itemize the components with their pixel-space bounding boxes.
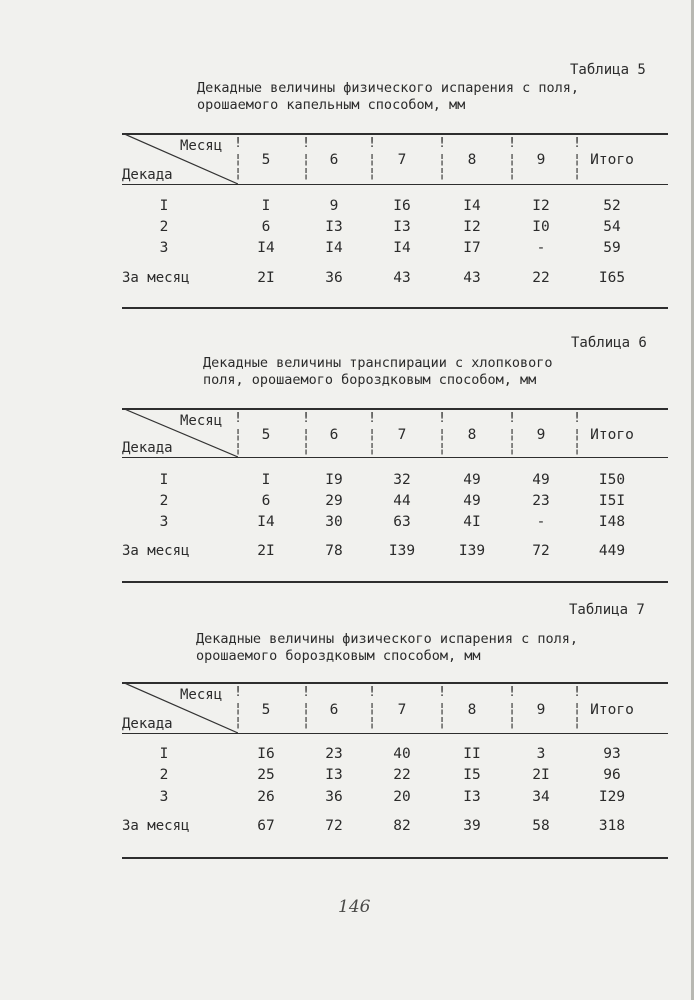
- table-cell: 26: [257, 789, 275, 805]
- column-separator-mark: ¦: [234, 701, 242, 716]
- table-cell: 6: [261, 219, 271, 235]
- table-cell: I5I: [598, 493, 626, 509]
- column-separator-mark: ¦: [573, 427, 581, 442]
- month-header: 8: [467, 152, 477, 168]
- column-separator-mark: ¦: [573, 152, 581, 167]
- table-cell: 96: [603, 767, 621, 783]
- month-header: 6: [329, 152, 339, 168]
- column-separator-mark: ¦: [368, 701, 376, 716]
- table-cell: I3: [325, 219, 343, 235]
- column-separator-mark: !: [302, 136, 310, 151]
- table-cell: I29: [598, 789, 626, 805]
- column-separator-mark: ¦: [368, 715, 376, 730]
- table-header-rule: [122, 457, 668, 458]
- column-separator-mark: ¦: [508, 427, 516, 442]
- summary-cell: 2I: [257, 543, 275, 559]
- column-separator-mark: ¦: [438, 166, 446, 181]
- column-separator-mark: ¦: [234, 441, 242, 456]
- table-bottom-rule: [122, 307, 668, 309]
- month-header: 7: [397, 702, 407, 718]
- decade-label: 2: [159, 219, 169, 235]
- table-cell: 34: [532, 789, 550, 805]
- summary-cell: 82: [393, 818, 411, 834]
- corner-month-label: Месяц: [180, 687, 223, 703]
- total-header: Итого: [590, 702, 634, 718]
- summary-cell: 58: [532, 818, 550, 834]
- table-cell: I3: [393, 219, 411, 235]
- column-separator-mark: !: [573, 136, 581, 151]
- table-caption-line: поля, орошаемого бороздковым способом, мм: [203, 372, 537, 388]
- summary-cell: I39: [458, 543, 486, 559]
- table-bottom-rule: [122, 857, 668, 859]
- table-label: Таблица 5: [570, 62, 646, 78]
- column-separator-mark: !: [234, 685, 242, 700]
- column-separator-mark: !: [508, 136, 516, 151]
- month-header: 9: [536, 702, 546, 718]
- table-cell: I50: [598, 472, 626, 488]
- month-header: 8: [467, 427, 477, 443]
- summary-cell: 36: [325, 270, 343, 286]
- table-cell: I3: [325, 767, 343, 783]
- column-separator-mark: ¦: [302, 427, 310, 442]
- month-header: 9: [536, 152, 546, 168]
- table-cell: I4: [463, 198, 481, 214]
- month-header: 7: [397, 152, 407, 168]
- column-separator-mark: ¦: [302, 441, 310, 456]
- column-separator-mark: !: [368, 411, 376, 426]
- month-header: 6: [329, 427, 339, 443]
- table-cell: 40: [393, 746, 411, 762]
- column-separator-mark: !: [234, 136, 242, 151]
- summary-label: За месяц: [122, 818, 190, 834]
- column-separator-mark: ¦: [368, 427, 376, 442]
- decade-label: 2: [159, 493, 169, 509]
- column-separator-mark: ¦: [368, 152, 376, 167]
- table-cell: I4: [257, 240, 275, 256]
- table-cell: I3: [463, 789, 481, 805]
- column-separator-mark: ¦: [302, 166, 310, 181]
- column-separator-mark: ¦: [438, 715, 446, 730]
- table-cell: 30: [325, 514, 343, 530]
- table-cell: 54: [603, 219, 621, 235]
- table-cell: I4: [325, 240, 343, 256]
- table-caption-line: Декадные величины транспирации с хлопкового: [203, 355, 553, 371]
- column-separator-mark: ¦: [302, 152, 310, 167]
- table-cell: 59: [603, 240, 621, 256]
- column-separator-mark: ¦: [438, 441, 446, 456]
- column-separator-mark: ¦: [573, 701, 581, 716]
- table-cell: 49: [532, 472, 550, 488]
- table-cell: 3: [536, 746, 546, 762]
- table-cell: 93: [603, 746, 621, 762]
- summary-cell: 72: [325, 818, 343, 834]
- decade-label: 3: [159, 514, 169, 530]
- table-caption-line: Декадные величины физического испарения с поля,: [196, 631, 579, 647]
- table-cell: 23: [325, 746, 343, 762]
- column-separator-mark: ¦: [438, 152, 446, 167]
- table-cell: I4: [393, 240, 411, 256]
- table-cell: 52: [603, 198, 621, 214]
- table-cell: -: [536, 514, 546, 530]
- month-header: 7: [397, 427, 407, 443]
- column-separator-mark: ¦: [302, 715, 310, 730]
- summary-cell: I65: [598, 270, 626, 286]
- total-header: Итого: [590, 152, 634, 168]
- column-separator-mark: ¦: [234, 166, 242, 181]
- column-separator-mark: !: [573, 685, 581, 700]
- corner-decade-label: Декада: [122, 440, 173, 456]
- page-number: 146: [338, 897, 371, 917]
- column-separator-mark: ¦: [234, 715, 242, 730]
- column-separator-mark: ¦: [573, 166, 581, 181]
- table-cell: 4I: [463, 514, 481, 530]
- table-cell: I48: [598, 514, 626, 530]
- table-cell: 2I: [532, 767, 550, 783]
- column-separator-mark: ¦: [438, 427, 446, 442]
- table-cell: I6: [257, 746, 275, 762]
- table-cell: 29: [325, 493, 343, 509]
- decade-label: I: [159, 472, 169, 488]
- summary-cell: 318: [598, 818, 626, 834]
- column-separator-mark: !: [438, 136, 446, 151]
- decade-label: I: [159, 746, 169, 762]
- month-header: 5: [261, 152, 271, 168]
- month-header: 8: [467, 702, 477, 718]
- table-cell: 32: [393, 472, 411, 488]
- table-cell: 25: [257, 767, 275, 783]
- table-cell: I6: [393, 198, 411, 214]
- table-cell: II: [463, 746, 481, 762]
- table-cell: I4: [257, 514, 275, 530]
- table-cell: 44: [393, 493, 411, 509]
- table-label: Таблица 7: [569, 602, 645, 618]
- column-separator-mark: ¦: [508, 701, 516, 716]
- summary-cell: 449: [598, 543, 626, 559]
- corner-month-label: Месяц: [180, 413, 223, 429]
- column-separator-mark: ¦: [573, 441, 581, 456]
- column-separator-mark: ¦: [508, 166, 516, 181]
- corner-decade-label: Декада: [122, 716, 173, 732]
- summary-label: За месяц: [122, 270, 190, 286]
- corner-month-label: Месяц: [180, 138, 223, 154]
- summary-cell: 43: [393, 270, 411, 286]
- column-separator-mark: !: [573, 411, 581, 426]
- column-separator-mark: !: [302, 411, 310, 426]
- table-bottom-rule: [122, 581, 668, 583]
- table-cell: 36: [325, 789, 343, 805]
- table-cell: 6: [261, 493, 271, 509]
- table-cell: 63: [393, 514, 411, 530]
- column-separator-mark: ¦: [302, 701, 310, 716]
- summary-cell: 43: [463, 270, 481, 286]
- column-separator-mark: !: [438, 411, 446, 426]
- summary-cell: 22: [532, 270, 550, 286]
- column-separator-mark: !: [368, 685, 376, 700]
- column-separator-mark: ¦: [234, 427, 242, 442]
- table-cell: 9: [329, 198, 339, 214]
- decade-label: 3: [159, 789, 169, 805]
- month-header: 5: [261, 427, 271, 443]
- summary-cell: 2I: [257, 270, 275, 286]
- table-cell: I9: [325, 472, 343, 488]
- summary-cell: 78: [325, 543, 343, 559]
- table-cell: I2: [463, 219, 481, 235]
- table-header-rule: [122, 184, 668, 185]
- table-cell: I7: [463, 240, 481, 256]
- month-header: 6: [329, 702, 339, 718]
- month-header: 5: [261, 702, 271, 718]
- column-separator-mark: ¦: [368, 166, 376, 181]
- summary-cell: 72: [532, 543, 550, 559]
- column-separator-mark: ¦: [438, 701, 446, 716]
- corner-decade-label: Декада: [122, 167, 173, 183]
- table-cell: I0: [532, 219, 550, 235]
- column-separator-mark: ¦: [573, 715, 581, 730]
- decade-label: 3: [159, 240, 169, 256]
- summary-cell: I39: [388, 543, 416, 559]
- column-separator-mark: ¦: [508, 715, 516, 730]
- total-header: Итого: [590, 427, 634, 443]
- table-cell: 23: [532, 493, 550, 509]
- table-cell: I: [261, 198, 271, 214]
- table-cell: 49: [463, 493, 481, 509]
- table-cell: 49: [463, 472, 481, 488]
- column-separator-mark: !: [368, 136, 376, 151]
- table-caption-line: орошаемого капельным способом, мм: [197, 97, 466, 113]
- column-separator-mark: !: [438, 685, 446, 700]
- table-header-rule: [122, 733, 668, 734]
- table-cell: I5: [463, 767, 481, 783]
- table-cell: -: [536, 240, 546, 256]
- column-separator-mark: !: [234, 411, 242, 426]
- month-header: 9: [536, 427, 546, 443]
- column-separator-mark: !: [508, 411, 516, 426]
- column-separator-mark: ¦: [234, 152, 242, 167]
- table-cell: 20: [393, 789, 411, 805]
- table-caption-line: Декадные величины физического испарения с поля,: [197, 80, 580, 96]
- summary-cell: 67: [257, 818, 275, 834]
- column-separator-mark: ¦: [508, 441, 516, 456]
- table-cell: 22: [393, 767, 411, 783]
- decade-label: 2: [159, 767, 169, 783]
- table-cell: I: [261, 472, 271, 488]
- column-separator-mark: !: [302, 685, 310, 700]
- column-separator-mark: ¦: [508, 152, 516, 167]
- table-cell: I2: [532, 198, 550, 214]
- column-separator-mark: !: [508, 685, 516, 700]
- column-separator-mark: ¦: [368, 441, 376, 456]
- summary-cell: 39: [463, 818, 481, 834]
- summary-label: За месяц: [122, 543, 190, 559]
- decade-label: I: [159, 198, 169, 214]
- table-label: Таблица 6: [571, 335, 647, 351]
- table-caption-line: орошаемого бороздковым способом, мм: [196, 648, 481, 664]
